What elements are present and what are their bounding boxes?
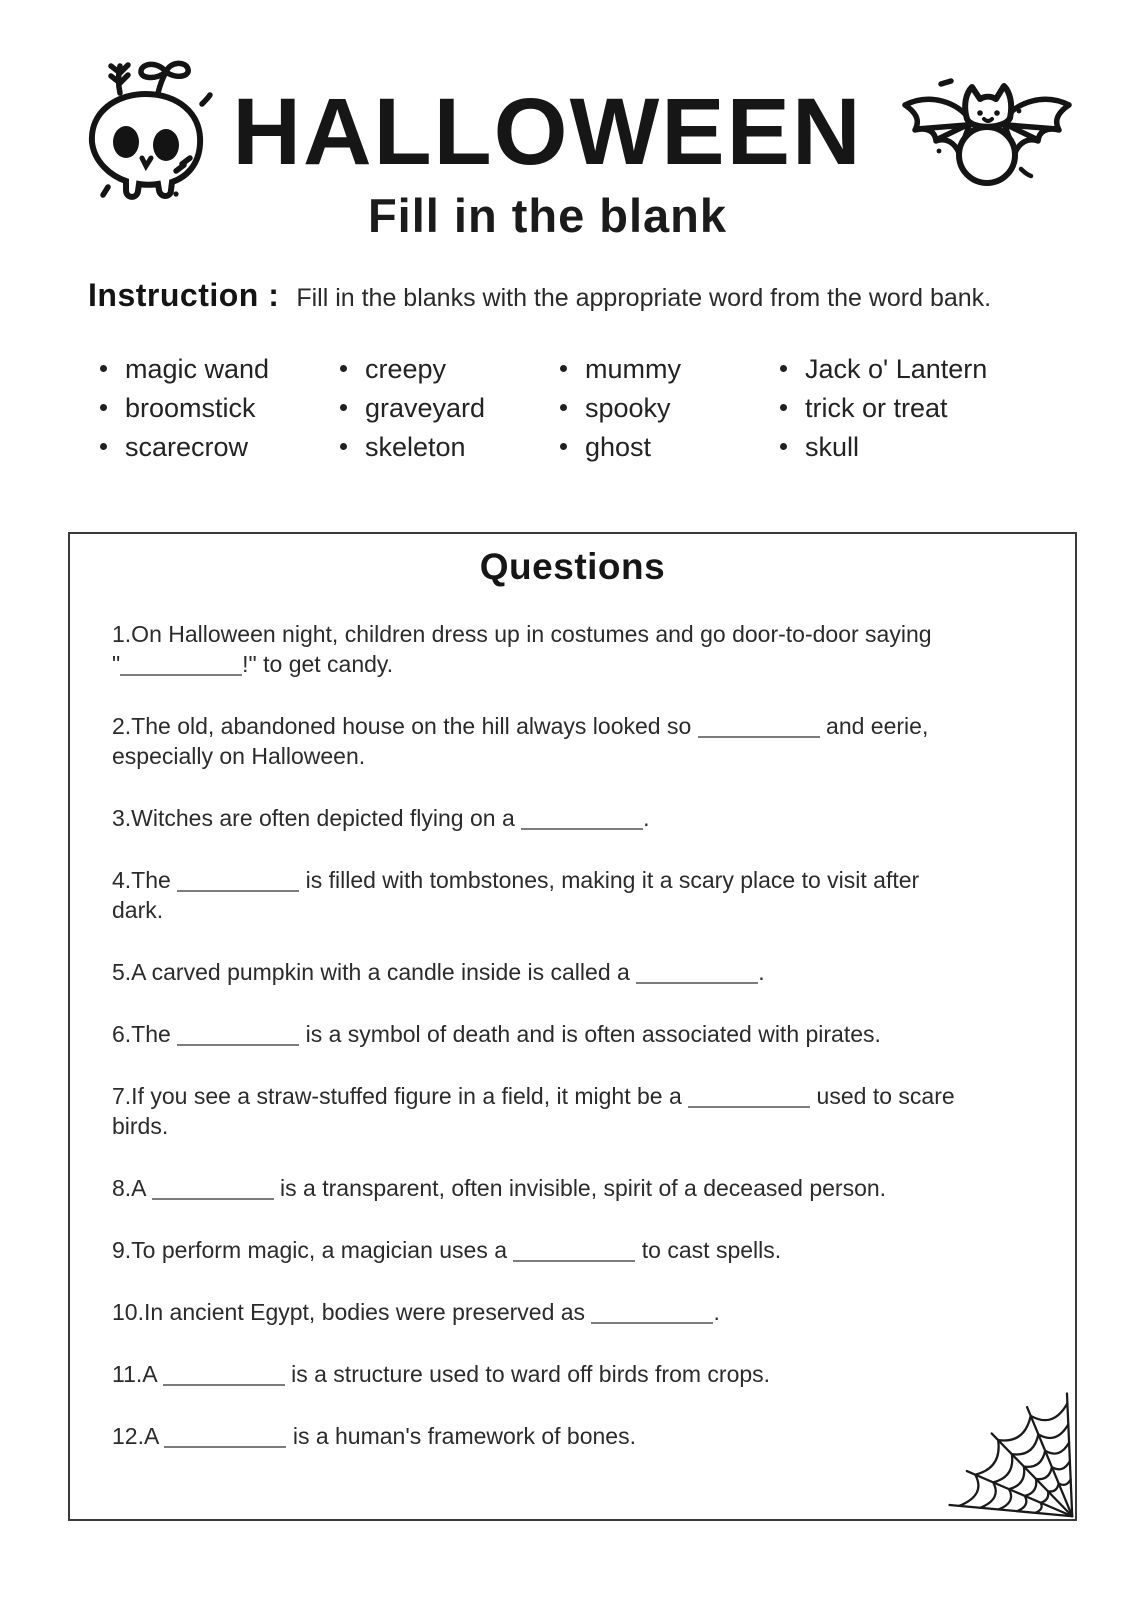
answer-blank — [177, 1042, 299, 1046]
question-item: 11.A is a structure used to ward off birds from crops. — [112, 1361, 771, 1387]
question-item: 4.The is filled with tombstones, making it a scary place to visit after dark. — [112, 867, 920, 923]
question-item: 5.A carved pumpkin with a candle inside is called a . — [112, 959, 765, 985]
answer-blank — [164, 1444, 286, 1448]
question-item: 8.A is a transparent, often invisible, spirit of a deceased person. — [112, 1175, 887, 1201]
answer-blank — [636, 980, 758, 984]
word-bank-column — [340, 356, 560, 473]
word-bank-item: creepy — [340, 356, 560, 383]
answer-blank — [521, 826, 643, 830]
word-bank-item: trick or treat — [780, 395, 1040, 422]
question-item: 1.On Halloween night, children dress up in costumes and go door-to-door saying " !" to get candy. — [112, 621, 932, 677]
question-item: 12.A is a human's framework of bones. — [112, 1423, 636, 1449]
word-bank-column — [100, 356, 340, 473]
word-bank-column — [560, 356, 780, 473]
answer-blank — [163, 1382, 285, 1386]
question-item: 7.If you see a straw-stuffed figure in a field, it might be a used to scare birds. — [112, 1083, 955, 1139]
question-item: 10.In ancient Egypt, bodies were preserved as . — [112, 1299, 720, 1325]
answer-blank — [688, 1104, 810, 1108]
questions-heading: Questions — [479, 546, 666, 587]
question-item: 6.The is a symbol of death and is often associated with pirates. — [112, 1021, 881, 1047]
question-item: 3.Witches are often depicted flying on a . — [112, 805, 650, 831]
answer-blank — [120, 672, 242, 676]
answer-blank — [152, 1196, 274, 1200]
word-bank-item: skeleton — [340, 434, 560, 461]
answer-blank — [591, 1320, 713, 1324]
word-bank-item: broomstick — [100, 395, 340, 422]
answer-blank — [698, 734, 820, 738]
instruction-text: Fill in the blanks with the appropriate word from the word bank. — [296, 284, 992, 312]
question-item: 9.To perform magic, a magician uses a to cast spells. — [112, 1237, 782, 1263]
page-subtitle: Fill in the blank — [367, 189, 728, 242]
word-bank-item: Jack o' Lantern — [780, 356, 1040, 383]
questions-box — [68, 532, 1077, 1521]
word-bank-item: skull — [780, 434, 1040, 461]
question-item: 2.The old, abandoned house on the hill always looked so and eerie, especially on Halloween. — [112, 713, 929, 769]
page-title: HALLOWEEN — [232, 79, 863, 185]
word-bank-item: mummy — [560, 356, 780, 383]
questions-list — [112, 619, 1042, 1451]
word-bank-item: spooky — [560, 395, 780, 422]
word-bank-item: ghost — [560, 434, 780, 461]
word-bank — [100, 356, 1040, 473]
word-bank-item: graveyard — [340, 395, 560, 422]
word-bank-item: scarecrow — [100, 434, 340, 461]
answer-blank — [177, 888, 299, 892]
instruction-label: Instruction : — [88, 277, 280, 313]
bat-icon — [883, 72, 1083, 194]
answer-blank — [513, 1258, 635, 1262]
word-bank-item: magic wand — [100, 356, 340, 383]
word-bank-column — [780, 356, 1040, 473]
instruction-line — [88, 278, 1078, 315]
